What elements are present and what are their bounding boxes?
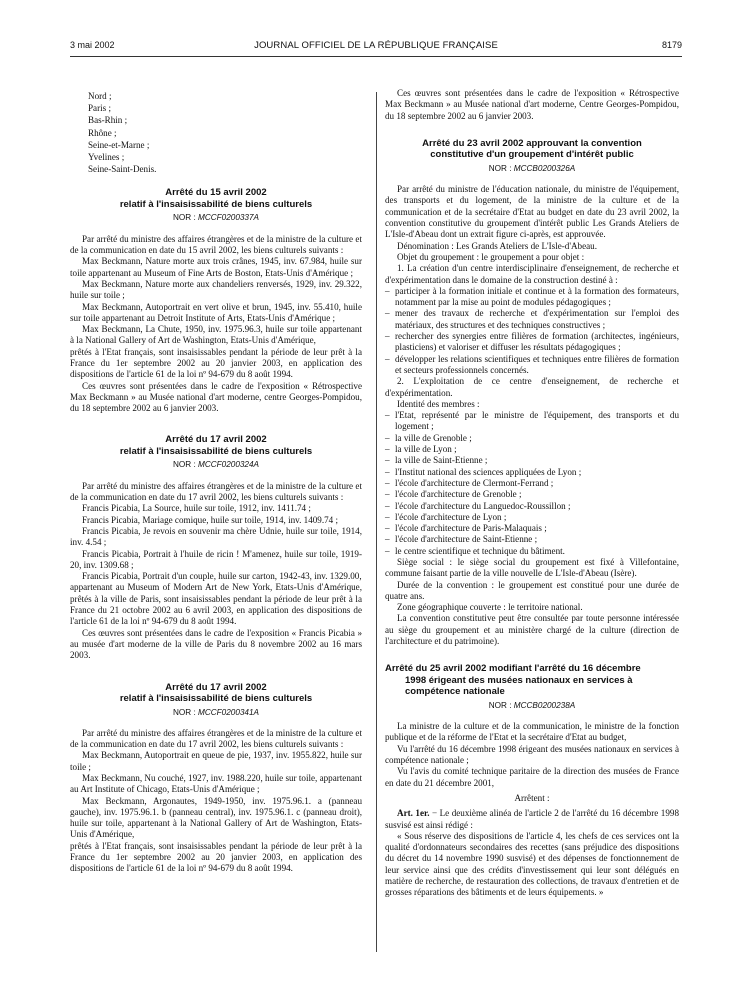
list-item: – l'école d'architecture du Languedoc-Roussillon ;: [385, 501, 679, 512]
arrete-25-avril: [385, 663, 679, 898]
nor-reference: [385, 163, 679, 174]
paragraph: « Sous réserve des dispositions de l'article 4, les chefs de ces services ont la qualité d'ordonnateurs secondaires des recettes (sans préjudice des dispositions du décret du 14 novembre 1990 susvisé) et des dépenses de fonctionnement de leur service ainsi que des crédits d'investissement qui leur sont délégués en matière de recherche, de restauration des collections, de travaux d'entretien et de grosses réparations des bâtiments et de leurs équipements. »: [385, 830, 679, 898]
paragraph: Par arrêté du ministre des affaires étrangères et de la ministre de la culture et de la communication en date du 15 avril 2002, les biens culturels suivants :: [70, 233, 362, 256]
paragraph: 2. L'exploitation de ce centre d'enseignement, de recherche et d'expérimentation.: [385, 376, 679, 398]
artwork-item: Max Beckmann, Autoportrait en vert olive et brun, 1945, inv. 55.410, huile sur toile appartenant au Detroit Institute of Arts, Etats-Unis d'Amérique ;: [70, 301, 362, 323]
paragraph: Par arrêté du ministre des affaires étrangères et de la ministre de la culture et de la communication en date du 17 avril 2002, les biens culturels suivants :: [70, 727, 362, 750]
arrete-17-avril-picabia: [70, 434, 362, 661]
article-text: − Le deuxième alinéa de l'article 2 de l'arrêté du 16 décembre 1998 susvisé est ainsi rédigé :: [385, 808, 679, 830]
header-page-number: 8179: [661, 40, 682, 50]
list-item: – l'école d'architecture de Grenoble ;: [385, 489, 679, 500]
arrete-title: [385, 138, 679, 161]
arrete-title-line: Arrêté du 25 avril 2002 modifiant l'arrêté du 16 décembre: [385, 663, 641, 675]
list-item: – l'école d'architecture de Clermont-Ferrand ;: [385, 478, 679, 489]
list-item: – participer à la formation initiale et continue et à la formation des formateurs, notamment par la mise au point de modules pédagogiques ;: [385, 286, 679, 309]
arrete-title: [70, 682, 362, 705]
nor-reference: [70, 707, 362, 718]
nor-reference: [70, 459, 362, 470]
artwork-item: Francis Picabia, La Source, huile sur toile, 1912, inv. 1411.74 ;: [82, 503, 311, 514]
paragraph: La ministre de la culture et de la communication, le ministre de la fonction publique et de la réforme de l'Etat et la secrétaire d'Etat au budget,: [385, 721, 679, 743]
paragraph: La convention constitutive peut être consultée par toute personne intéressée au siège du groupement et au ministère chargé de la culture (direction de l'architecture et du patrimoine).: [385, 613, 679, 647]
nor-code: MCCB0200238A: [513, 700, 576, 710]
arrete-23-avril: [385, 138, 679, 647]
arrete-title-line: 1998 érigeant des musées nationaux en services à: [405, 674, 633, 686]
paragraph: Objet du groupement : le groupement a pour objet :: [397, 251, 585, 262]
dept-item: Rhône ;: [88, 127, 117, 138]
members-list: [385, 410, 679, 557]
artwork-item: Max Beckmann, La Chute, 1950, inv. 1975.96.3, huile sur toile appartenant à la National Gallery of Art de Washington, Etats-Unis d'Amérique,: [70, 324, 362, 346]
artwork-item: Francis Picabia, Je revois en souvenir ma chère Udnie, huile sur toile, 1914, inv. 4.54 ;: [70, 525, 362, 548]
arrete-title-line: Arrêté du 15 avril 2002: [165, 187, 267, 199]
left-column: [70, 90, 362, 875]
arrete-title-line: relatif à l'insaisissabilité de biens culturels: [119, 445, 313, 457]
list-item: – la ville de Grenoble ;: [385, 433, 679, 444]
list-item: – développer les relations scientifiques et techniques entre filières de formation et secteurs professionnels concernés.: [385, 354, 679, 377]
arrete-title-line: Arrêté du 17 avril 2002: [165, 434, 267, 446]
nor-label: NOR :: [172, 707, 199, 717]
dept-item: Seine-Saint-Denis.: [88, 164, 157, 175]
nor-label: NOR :: [488, 163, 514, 173]
nor-code: MCCB0200326A: [513, 163, 576, 173]
article-number: Art. 1er.: [397, 808, 430, 819]
arrete-title: [70, 187, 362, 210]
nor-code: MCCF0200337A: [198, 213, 259, 223]
paragraph: prêtés à l'Etat français, sont insaisissables pendant la période de leur prêt à la France du 1er septembre 2002 au 20 janvier 2003, en application des dispositions de l'article 61 de la loi nº 94-679 du 8 août 1994.: [70, 346, 362, 380]
arrete-title-line: Arrêté du 17 avril 2002: [165, 681, 267, 693]
arrete-title-line: relatif à l'insaisissabilité de biens culturels: [119, 198, 313, 210]
department-list: [88, 90, 362, 175]
artwork-item: Max Beckmann, Autoportrait en queue de pie, 1937, inv. 1955.822, huile sur toile ;: [70, 750, 362, 772]
list-item: – la ville de Saint-Etienne ;: [385, 455, 679, 466]
paragraph: Zone géographique couverte : le territoire national.: [397, 602, 583, 613]
dept-item: Bas-Rhin ;: [88, 115, 128, 126]
paragraph: Dénomination : Les Grands Ateliers de L'Isle-d'Abeau.: [397, 240, 597, 251]
header-rule: [70, 56, 682, 57]
dept-item: Nord ;: [88, 91, 112, 101]
nor-label: NOR :: [172, 213, 199, 223]
paragraph: Durée de la convention : le groupement est constitué pour une durée de quatre ans.: [385, 579, 679, 601]
arrete-15-avril: [70, 187, 362, 414]
list-item: – l'école d'architecture de Lyon ;: [385, 512, 679, 523]
list-item: – l'Etat, représenté par le ministre de l'équipement, des transports et du logement ;: [385, 410, 679, 433]
paragraph: Par arrêté du ministre de l'éducation nationale, du ministre de l'équipement, des transports et du logement, de la ministre de la culture et de la communication et de la secrétaire d'Etat au budget en date du 23 avril 2002, la convention constitutive du groupement d'intérêt public Les Grands Ateliers de L'Isle-d'Abeau dont un extrait figure ci-après, est approuvée.: [385, 184, 679, 240]
arrete-title: [70, 434, 362, 457]
dept-item: Yvelines ;: [88, 152, 125, 163]
arrete-title-line: Arrêté du 23 avril 2002 approuvant la convention: [422, 137, 642, 149]
dept-item: Paris ;: [88, 103, 111, 114]
paragraph: Siège social : le siège social du groupement est fixé à Villefontaine, commune faisant partie de la ville nouvelle de L'Isle-d'Abeau (Isère).: [385, 556, 679, 579]
list-item: – l'école d'architecture de Paris-Malaquais ;: [385, 523, 679, 534]
artwork-item: Francis Picabia, Portrait à l'huile de ricin ! M'amenez, huile sur toile, 1919-20, inv. 1309.68 ;: [70, 548, 362, 570]
arrete-title-line: constitutive d'un groupement d'intérêt public: [430, 149, 634, 161]
paragraph: appartenant au Museum of Modern Art de New York, Etats-Unis d'Amérique, prêtés à la ville de Paris, sont insaisissables pendant la période de leur prêt à la France du 21 octobre 2002 au 6 avril 2003, en application des dispositions de l'article 61 de la loi nº 94-679 du 8 août 1994.: [70, 582, 362, 627]
nor-label: NOR :: [488, 700, 514, 710]
list-item: – la ville de Lyon ;: [385, 444, 679, 455]
nor-reference: [385, 700, 679, 711]
page-header: [70, 40, 682, 54]
list-item: – l'école d'architecture de Saint-Etienne ;: [385, 534, 679, 545]
list-item: – rechercher des synergies entre filières de formation (architectes, ingénieurs, plasticiens) et valoriser et diffuser les résultats pédagogiques ;: [385, 331, 679, 354]
right-column: [385, 88, 679, 899]
artwork-item: Max Beckmann, Nature morte aux trois crânes, 1945, inv. 67.984, huile sur toile appartenant au Museum of Fine Arts de Boston, Etats-Unis d'Amérique ;: [70, 256, 362, 278]
header-journal-title: JOURNAL OFFICIEL DE LA RÉPUBLIQUE FRANÇAISE: [254, 40, 498, 51]
paragraph: Identité des membres :: [397, 398, 480, 409]
list-item: – mener des travaux de recherche et d'expérimentation sur l'emploi des matériaux, des structures et des techniques constructives ;: [385, 308, 679, 331]
artwork-item: Max Beckmann, Nu couché, 1927, inv. 1988.220, huile sur toile, appartenant au Art Institute of Chicago, Etats-Unis d'Amérique ;: [70, 773, 362, 795]
objective-list: [385, 286, 679, 376]
paragraph: Par arrêté du ministre des affaires étrangères et de la ministre de la culture et de la communication en date du 17 avril 2002, les biens culturels suivants :: [70, 480, 362, 503]
nor-reference: [70, 212, 362, 223]
paragraph: prêtés à l'Etat français, sont insaisissables pendant la période de leur prêt à la France du 1er septembre 2002 au 20 janvier 2003, en application des dispositions de l'article 61 de la loi nº 94-679 du 8 août 1994.: [70, 840, 362, 874]
arrete-title-line: relatif à l'insaisissabilité de biens culturels: [119, 693, 313, 705]
artwork-item: Francis Picabia, Mariage comique, huile sur toile, 1914, inv. 1409.74 ;: [82, 514, 339, 525]
arrete-title: [385, 663, 679, 698]
nor-label: NOR :: [172, 460, 199, 470]
nor-code: MCCF0200341A: [198, 707, 259, 717]
arrete-17-avril-beckmann: [70, 682, 362, 875]
paragraph: Ces œuvres sont présentées dans le cadre de l'exposition « Rétrospective Max Beckmann » au Musée national d'art moderne, centre Georges-Pompidou, du 18 septembre 2002 au 6 janvier 2003.: [70, 380, 362, 414]
paragraph: Ces œuvres sont présentées dans le cadre de l'exposition « Francis Picabia » au musée d'art moderne de la ville de Paris du 8 novembre 2002 au 16 mars 2003.: [70, 627, 362, 661]
list-item: – le centre scientifique et technique du bâtiment.: [385, 546, 679, 557]
artwork-item: Max Beckmann, Argonautes, 1949-1950, inv. 1975.96.1. a (panneau gauche), inv. 1975.96.1. b (panneau central), inv. 1975.96.1. c (panneau droit), huile sur toile, appartenant à la National Gallery of Art de Washington, Etats-Unis d'Amérique,: [70, 795, 362, 840]
header-date: 3 mai 2002: [70, 40, 115, 50]
paragraph: 1. La création d'un centre interdisciplinaire d'enseignement, de recherche et d'expérimentation dans le domaine de la construction destiné à :: [385, 263, 679, 285]
artwork-item: Max Beckmann, Nature morte aux chandeliers renversés, 1929, inv. 29.322, huile sur toile ;: [70, 278, 362, 301]
artwork-item: Francis Picabia, Portrait d'un couple, huile sur carton, 1942-43, inv. 1329.00,: [82, 571, 362, 582]
arretent-heading: Arrêtent :: [514, 792, 550, 803]
paragraph: Vu l'avis du comité technique paritaire de la direction des musées de France en date du 21 décembre 2001,: [385, 766, 679, 788]
dept-item: Seine-et-Marne ;: [88, 139, 150, 150]
arrete-title-line: compétence nationale: [405, 686, 505, 698]
nor-code: MCCF0200324A: [198, 460, 259, 470]
column-divider: [376, 92, 377, 952]
list-item: – l'Institut national des sciences appliquées de Lyon ;: [385, 467, 679, 478]
paragraph: Ces œuvres sont présentées dans le cadre de l'exposition « Rétrospective Max Beckmann » au Musée national d'art moderne, Centre Georges-Pompidou, du 18 septembre 2002 au 6 janvier 2003.: [385, 88, 679, 121]
paragraph: Vu l'arrêté du 16 décembre 1998 érigeant des musées nationaux en services à compétence nationale ;: [385, 743, 679, 766]
article-paragraph: [385, 808, 679, 831]
